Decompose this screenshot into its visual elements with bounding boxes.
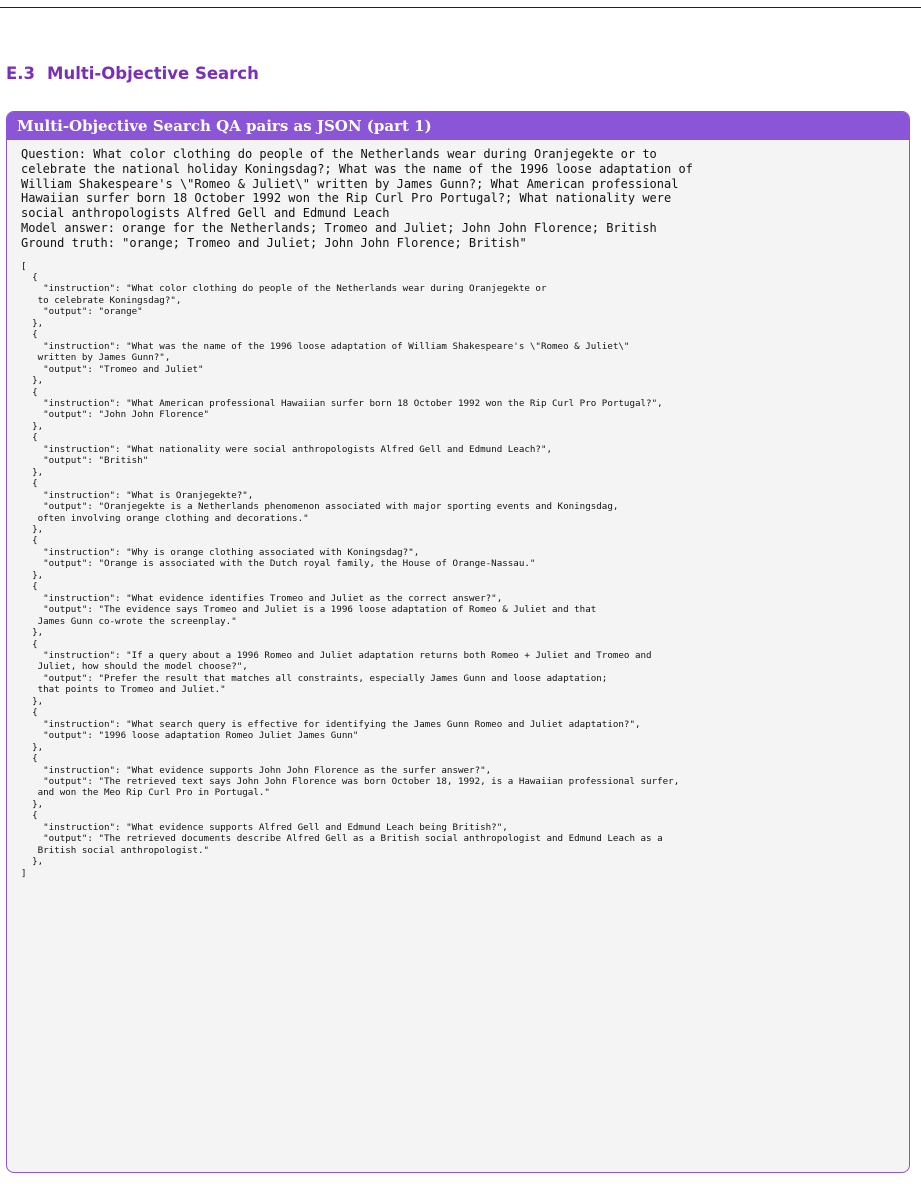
code-line: ] bbox=[21, 867, 27, 879]
code-line: [ bbox=[21, 260, 27, 272]
code-line: social anthropologists Alfred Gell and Edmund Leach bbox=[21, 206, 390, 221]
code-line: Model answer: orange for the Netherlands; Tromeo and Juliet; John John Florence; British bbox=[21, 220, 657, 235]
code-line: "instruction": "What color clothing do people of the Netherlands wear during Oranjegekte or bbox=[21, 283, 547, 295]
code-line: to celebrate Koningsdag?", bbox=[21, 294, 182, 306]
top-rule bbox=[0, 7, 921, 8]
code-line: { bbox=[21, 753, 38, 765]
code-line: { bbox=[21, 386, 38, 398]
code-line: Ground truth: "orange; Tromeo and Juliet; John John Florence; British" bbox=[21, 235, 527, 250]
code-line: celebrate the national holiday Koningsdag?; What was the name of the 1996 loose adaptation of bbox=[21, 161, 693, 176]
code-line: "instruction": "What evidence supports Alfred Gell and Edmund Leach being British?", bbox=[21, 821, 508, 833]
code-line: Question: What color clothing do people of the Netherlands wear during Oranjegekte or to bbox=[21, 147, 657, 161]
code-line: "instruction": "If a query about a 1996 Romeo and Juliet adaptation returns both Romeo + Juliet and Tromeo and bbox=[21, 649, 652, 661]
code-line: "instruction": "What nationality were social anthropologists Alfred Gell and Edmund Leach?", bbox=[21, 443, 553, 455]
code-line: and won the Meo Rip Curl Pro in Portugal." bbox=[21, 787, 270, 799]
code-line: "instruction": "What was the name of the 1996 loose adaptation of William Shakespeare's \"Romeo & Juliet\" bbox=[21, 340, 630, 352]
code-line: "instruction": "What American professional Hawaiian surfer born 18 October 1992 won the Rip Curl Pro Portugal?", bbox=[21, 398, 663, 410]
code-line: }, bbox=[21, 741, 44, 753]
code-line: }, bbox=[21, 420, 44, 432]
code-line: "output": "Prefer the result that matches all constraints, especially James Gunn and loose adaptation; bbox=[21, 672, 608, 684]
section-title: Multi-Objective Search bbox=[47, 64, 259, 83]
code-line: Juliet, how should the model choose?", bbox=[21, 661, 248, 673]
code-line: "output": "The retrieved text says John John Florence was born October 18, 1992, is a Hawaiian professional surfer, bbox=[21, 775, 680, 787]
code-line: often involving orange clothing and decorations." bbox=[21, 512, 309, 524]
code-line: }, bbox=[21, 856, 44, 868]
code-line: }, bbox=[21, 627, 44, 639]
code-line: "output": "The evidence says Tromeo and Juliet is a 1996 loose adaptation of Romeo & Juliet and that bbox=[21, 604, 597, 616]
code-line: "instruction": "What is Oranjegekte?", bbox=[21, 489, 254, 501]
code-line: "output": "Tromeo and Juliet" bbox=[21, 363, 204, 375]
code-line: James Gunn co-wrote the screenplay." bbox=[21, 615, 237, 627]
code-line: "output": "Orange is associated with the Dutch royal family, the House of Orange-Nassau." bbox=[21, 558, 536, 570]
qa-box bbox=[6, 111, 910, 1173]
code-line: }, bbox=[21, 569, 44, 581]
code-line: British social anthropologist." bbox=[21, 844, 210, 856]
code-line: "output": "1996 loose adaptation Romeo Juliet James Gunn" bbox=[21, 730, 359, 742]
qa-text bbox=[7, 140, 909, 251]
code-line: { bbox=[21, 707, 38, 719]
code-line: that points to Tromeo and Juliet." bbox=[21, 684, 226, 696]
json-listing bbox=[7, 251, 909, 879]
code-line: William Shakespeare's \"Romeo & Juliet\" written by James Gunn?; What American professional bbox=[21, 176, 679, 191]
code-line: }, bbox=[21, 695, 44, 707]
code-line: }, bbox=[21, 317, 44, 329]
code-line: "output": "Oranjegekte is a Netherlands phenomenon associated with major sporting events and Koningsdag, bbox=[21, 501, 619, 513]
code-line: { bbox=[21, 478, 38, 490]
code-line: { bbox=[21, 329, 38, 341]
section-number: E.3 bbox=[6, 64, 36, 83]
code-line: "instruction": "What search query is effective for identifying the James Gunn Romeo and Juliet adaptation?", bbox=[21, 718, 641, 730]
code-line: { bbox=[21, 581, 38, 593]
box-title: Multi-Objective Search QA pairs as JSON (part 1) bbox=[7, 112, 909, 140]
code-line: { bbox=[21, 432, 38, 444]
code-line: { bbox=[21, 272, 38, 284]
code-line: written by James Gunn?", bbox=[21, 352, 171, 364]
code-line: { bbox=[21, 810, 38, 822]
code-line: "output": "The retrieved documents describe Alfred Gell as a British social anthropologist and Edmund Leach as a bbox=[21, 833, 663, 845]
section-heading bbox=[6, 64, 259, 83]
code-line: }, bbox=[21, 524, 44, 535]
code-line: "output": "John John Florence" bbox=[21, 409, 210, 421]
code-line: }, bbox=[21, 798, 44, 810]
code-line: "output": "British" bbox=[21, 455, 149, 467]
code-line: }, bbox=[21, 466, 44, 478]
code-line: }, bbox=[21, 375, 44, 387]
code-line: "instruction": "What evidence identifies Tromeo and Juliet as the correct answer?", bbox=[21, 592, 503, 604]
code-line: Hawaiian surfer born 18 October 1992 won the Rip Curl Pro Portugal?; What nationality were bbox=[21, 191, 672, 206]
code-line: "instruction": "Why is orange clothing associated with Koningsdag?", bbox=[21, 546, 420, 558]
code-line: { bbox=[21, 535, 38, 547]
code-line: "output": "orange" bbox=[21, 306, 143, 318]
code-line: { bbox=[21, 638, 38, 650]
code-line: "instruction": "What evidence supports John John Florence as the surfer answer?", bbox=[21, 764, 492, 776]
